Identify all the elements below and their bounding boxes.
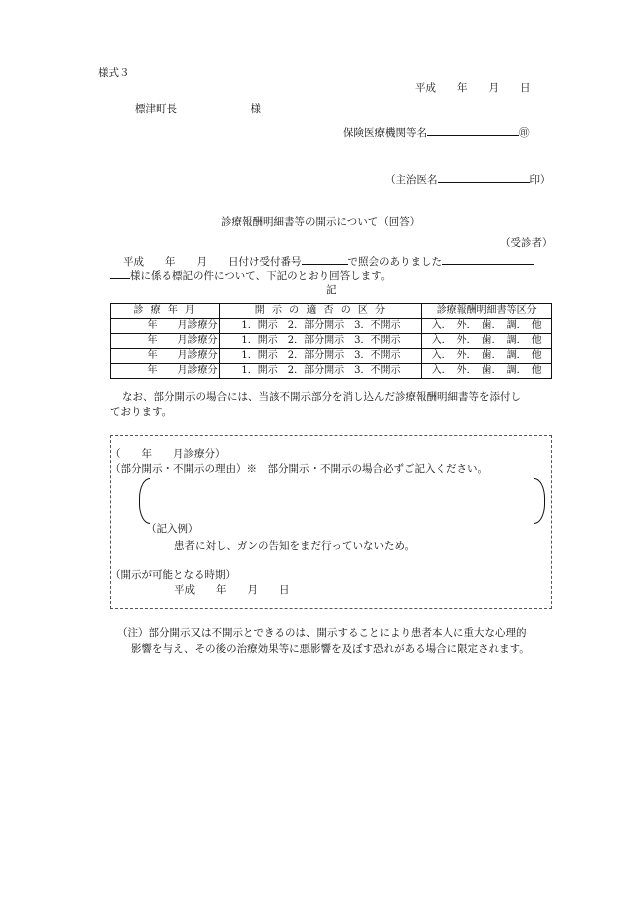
cell-disclosure-options[interactable]: 1．開示 2．部分開示 3．不開示 <box>220 319 422 334</box>
cell-treatment-month[interactable]: 年 月診療分 <box>111 319 220 334</box>
form-number: 様式３ <box>98 67 130 79</box>
doctor-close: 印） <box>529 174 551 186</box>
box-example-label: （記入例） <box>146 523 199 535</box>
box-timing-label: （開示が可能となる時期） <box>110 569 236 581</box>
note-line-1: なお、部分開示の場合には、当該不開示部分を消し込んだ診療報酬明細書等を添付し <box>122 391 521 403</box>
cell-statement-options[interactable]: 入． 外． 歯． 調． 他 <box>422 319 552 334</box>
header-disclosure-category: 開 示 の 適 否 の 区 分 <box>220 304 422 319</box>
body-line-2 <box>110 268 391 282</box>
cell-treatment-month[interactable]: 年 月診療分 <box>111 349 220 364</box>
date-line: 平成 年 月 日 <box>415 82 531 94</box>
cell-treatment-month[interactable]: 年 月診療分 <box>111 334 220 349</box>
patient-label: （受診者） <box>500 237 553 249</box>
table-header-row <box>111 304 552 319</box>
doctor-open: （主治医名 <box>385 174 438 186</box>
patient-name-field[interactable] <box>442 254 534 265</box>
body-line-2-text: 様に係る標記の件について、下記のとおり回答します。 <box>130 270 392 282</box>
document-title: 診療報酬明細書等の開示について（回答） <box>221 216 421 228</box>
institution-line <box>343 125 530 139</box>
body-line-1 <box>123 254 534 268</box>
ki-label: 記 <box>326 284 337 296</box>
reception-number-field[interactable] <box>302 254 348 265</box>
cell-treatment-month[interactable]: 年 月診療分 <box>111 364 220 379</box>
footnote-line-2: 影響を与え、その後の治療効果等に悪影響を及ぼす恐れがある場合に限定されます。 <box>131 643 530 655</box>
institution-label: 保険医療機関等名 <box>343 127 427 139</box>
cell-statement-options[interactable]: 入． 外． 歯． 調． 他 <box>422 334 552 349</box>
addressee: 標津町長 様 <box>135 103 261 115</box>
cell-disclosure-options[interactable]: 1．開示 2．部分開示 3．不開示 <box>220 334 422 349</box>
body-line-1-b: で照会のありました <box>347 256 442 268</box>
patient-name-continued[interactable] <box>110 268 130 279</box>
table-row <box>111 364 552 379</box>
cell-statement-options[interactable]: 入． 外． 歯． 調． 他 <box>422 364 552 379</box>
reason-text-area[interactable] <box>155 482 525 518</box>
reason-box <box>110 435 552 609</box>
body-line-1-a: 平成 年 月 日付け受付番号 <box>123 256 302 268</box>
doctor-line <box>385 172 551 186</box>
table-row <box>111 319 552 334</box>
seal-mark: ㊞ <box>519 127 530 139</box>
header-treatment-month: 診 療 年 月 <box>111 304 220 319</box>
box-reason-label: （部分開示・不開示の理由）※ 部分開示・不開示の場合必ずご記入ください。 <box>110 463 488 475</box>
institution-name-field[interactable] <box>427 125 519 136</box>
doctor-name-field[interactable] <box>438 172 530 183</box>
header-statement-category: 診療報酬明細書等区分 <box>422 304 552 319</box>
table-row <box>111 349 552 364</box>
cell-disclosure-options[interactable]: 1．開示 2．部分開示 3．不開示 <box>220 364 422 379</box>
cell-disclosure-options[interactable]: 1．開示 2．部分開示 3．不開示 <box>220 349 422 364</box>
footnote-line-1: （注）部分開示又は不開示とできるのは、開示することにより患者本人に重大な心理的 <box>117 627 527 639</box>
table-row <box>111 334 552 349</box>
box-example-text: 患者に対し、ガンの告知をまだ行っていないため。 <box>174 540 416 552</box>
disclosure-table <box>110 303 552 379</box>
box-period: （ 年 月診療分） <box>110 448 226 460</box>
note-line-2: ております。 <box>110 406 173 418</box>
box-timing-date: 平成 年 月 日 <box>174 584 290 596</box>
cell-statement-options[interactable]: 入． 外． 歯． 調． 他 <box>422 349 552 364</box>
